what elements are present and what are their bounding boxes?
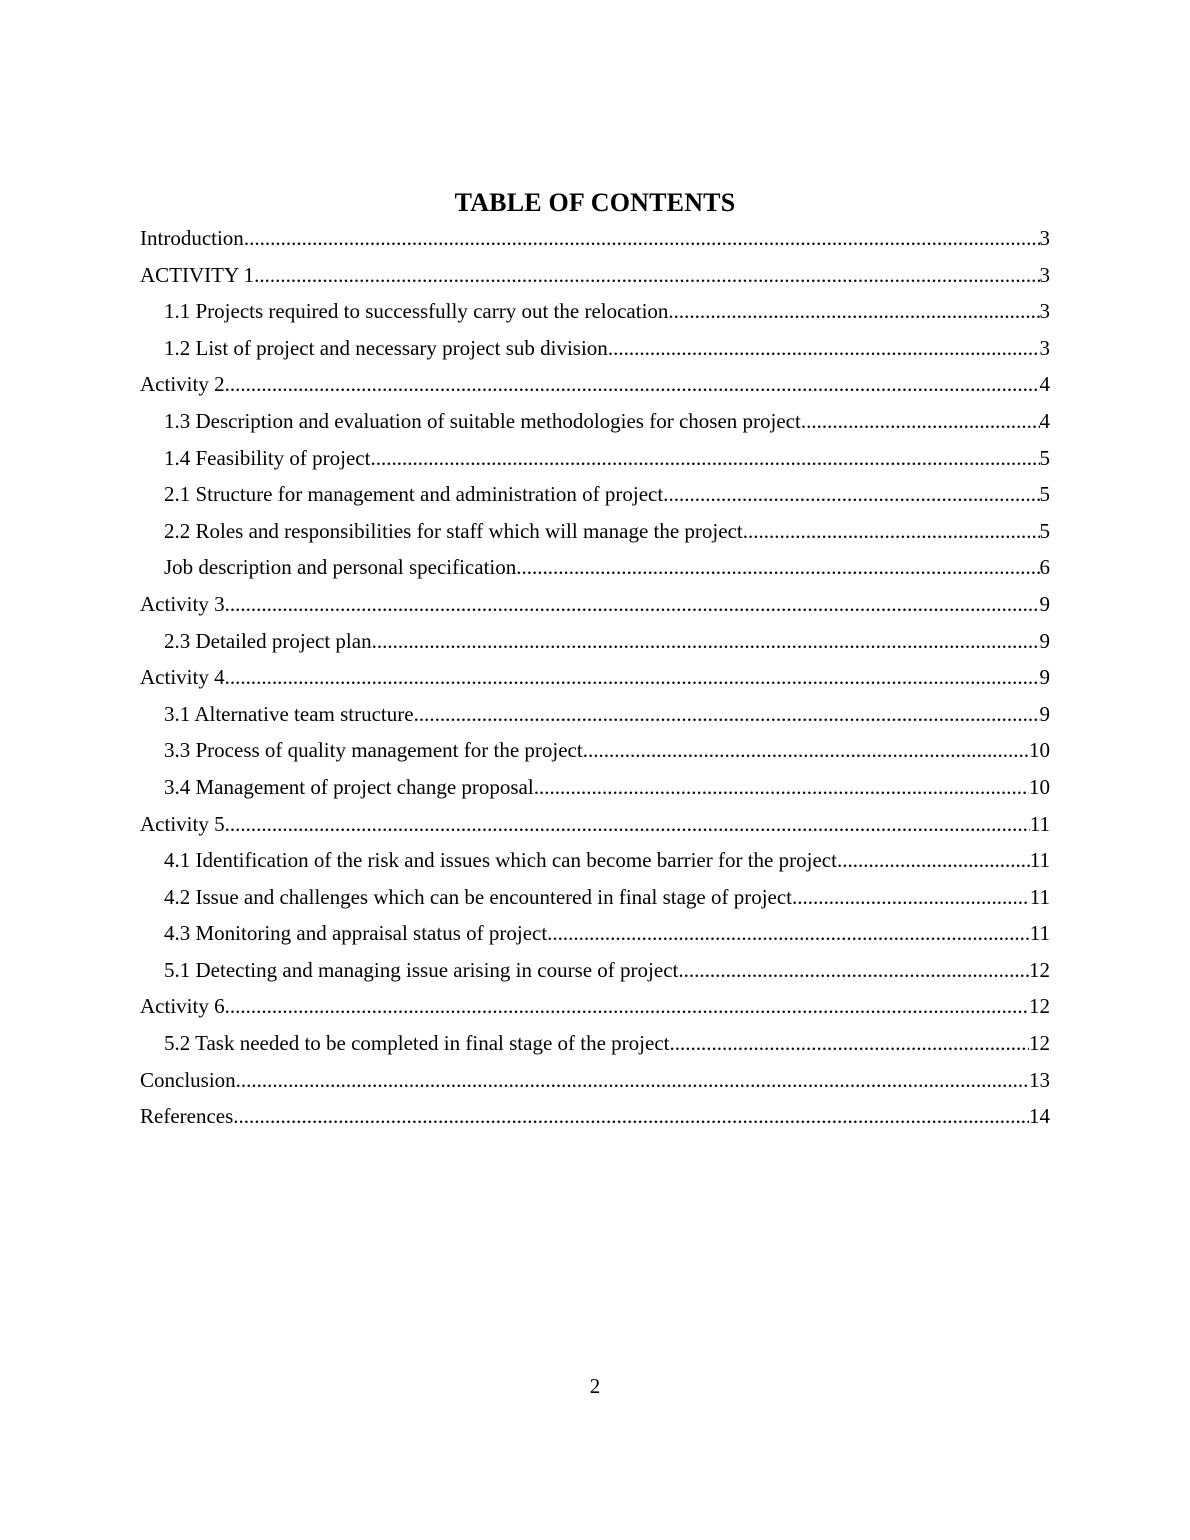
- toc-entry-4-2[interactable]: [140, 879, 1050, 916]
- toc-entry-text: 1.4 Feasibility of project: [164, 445, 371, 470]
- toc-entry-page: 4: [1039, 372, 1050, 397]
- toc-dot-leader: [792, 879, 1030, 916]
- toc-entry-introduction[interactable]: [140, 220, 1050, 257]
- toc-entry-3-3[interactable]: [140, 732, 1050, 769]
- toc-entry-text: Activity 3: [140, 591, 225, 616]
- toc-dot-leader: [534, 769, 1029, 806]
- toc-dot-leader: [837, 842, 1030, 879]
- toc-entry-text: 1.1 Projects required to successfully carry out the relocation: [164, 299, 669, 324]
- toc-entry-4-1[interactable]: [140, 842, 1050, 879]
- toc-entry-page: 14: [1029, 1104, 1050, 1129]
- toc-dot-leader: [516, 549, 1039, 586]
- toc-entry-page: 12: [1029, 957, 1050, 982]
- toc-entry-page: 3: [1039, 262, 1050, 287]
- toc-entry-activity-4[interactable]: [140, 659, 1050, 696]
- toc-entry-text: 3.1 Alternative team structure: [164, 701, 414, 726]
- toc-entry-page: 5: [1039, 518, 1050, 543]
- toc-entry-activity-3[interactable]: [140, 586, 1050, 623]
- toc-dot-leader: [225, 586, 1040, 623]
- toc-entry-5-1[interactable]: [140, 952, 1050, 989]
- toc-dot-leader: [225, 659, 1040, 696]
- toc-entry-1-3[interactable]: [140, 403, 1050, 440]
- toc-entry-activity-6[interactable]: [140, 988, 1050, 1025]
- toc-entry-text: 2.3 Detailed project plan: [164, 628, 372, 653]
- toc-entry-4-3[interactable]: [140, 915, 1050, 952]
- toc-entry-5-2[interactable]: [140, 1025, 1050, 1062]
- toc-dot-leader: [225, 806, 1030, 843]
- toc-dot-leader: [225, 366, 1040, 403]
- toc-entry-2-3[interactable]: [140, 623, 1050, 660]
- toc-dot-leader: [233, 1098, 1029, 1135]
- toc-entry-page: 12: [1029, 994, 1050, 1019]
- toc-entry-3-1[interactable]: [140, 696, 1050, 733]
- toc-entry-page: 5: [1039, 445, 1050, 470]
- toc-entry-activity-2[interactable]: [140, 366, 1050, 403]
- page-number: 2: [589, 1374, 601, 1398]
- toc-entry-text: Activity 6: [140, 994, 225, 1019]
- toc-entry-text: 4.2 Issue and challenges which can be encountered in final stage of project: [164, 884, 793, 909]
- toc-entry-page: 11: [1029, 811, 1050, 836]
- toc-entry-text: 4.3 Monitoring and appraisal status of project: [164, 921, 548, 946]
- toc-entry-text: Activity 4: [140, 665, 225, 690]
- toc-entry-page: 3: [1039, 335, 1050, 360]
- toc-dot-leader: [547, 915, 1030, 952]
- toc-entry-3-4[interactable]: [140, 769, 1050, 806]
- toc-dot-leader: [370, 440, 1039, 477]
- toc-entry-page: 9: [1039, 591, 1050, 616]
- toc-entry-1-2[interactable]: [140, 330, 1050, 367]
- toc-entry-text: Activity 2: [140, 372, 225, 397]
- toc-entry-page: 13: [1029, 1067, 1050, 1092]
- toc-entry-page: 9: [1039, 628, 1050, 653]
- toc-dot-leader: [583, 732, 1029, 769]
- toc-dot-leader: [244, 220, 1040, 257]
- toc-entry-page: 10: [1029, 774, 1050, 799]
- toc-entry-job-description[interactable]: [140, 549, 1050, 586]
- toc-entry-page: 4: [1039, 408, 1050, 433]
- toc-entry-text: 2.2 Roles and responsibilities for staff which will manage the project: [164, 518, 743, 543]
- toc-dot-leader: [663, 476, 1039, 513]
- toc-dot-leader: [608, 330, 1040, 367]
- toc-dot-leader: [669, 1025, 1029, 1062]
- toc-entry-page: 6: [1039, 555, 1050, 580]
- toc-entry-text: Introduction: [140, 226, 244, 250]
- toc-dot-leader: [254, 257, 1039, 294]
- toc-entry-text: 5.2 Task needed to be completed in final stage of the project: [164, 1031, 670, 1056]
- toc-entry-page: 11: [1029, 921, 1050, 946]
- toc-entry-activity-5[interactable]: [140, 806, 1050, 843]
- toc-entry-text: 3.3 Process of quality management for the project: [164, 738, 583, 763]
- toc-entry-page: 9: [1039, 665, 1050, 690]
- toc-entry-page: 11: [1029, 884, 1050, 909]
- toc-entry-text: Conclusion: [140, 1067, 236, 1092]
- toc-entry-1-1[interactable]: [140, 293, 1050, 330]
- toc-entry-page: 11: [1029, 848, 1050, 873]
- toc-entry-text: 1.3 Description and evaluation of suitable methodologies for chosen project: [164, 408, 801, 433]
- toc-entry-references[interactable]: [140, 1098, 1050, 1135]
- toc-entry-text: Activity 5: [140, 811, 225, 836]
- toc-entry-2-2[interactable]: [140, 513, 1050, 550]
- toc-dot-leader: [743, 513, 1040, 550]
- toc-entry-text: ACTIVITY 1: [140, 262, 255, 287]
- toc-entry-text: Job description and personal specification: [164, 555, 517, 580]
- toc-entry-text: References: [140, 1104, 234, 1129]
- toc-dot-leader: [801, 403, 1040, 440]
- toc-entry-text: 2.1 Structure for management and administration of project: [164, 482, 664, 507]
- toc-dot-leader: [236, 1062, 1029, 1099]
- toc-entry-2-1[interactable]: [140, 476, 1050, 513]
- toc-entry-page: 10: [1029, 738, 1050, 763]
- toc-dot-leader: [225, 988, 1029, 1025]
- toc-entry-page: 3: [1039, 226, 1050, 250]
- toc-title: TABLE OF CONTENTS: [454, 188, 736, 217]
- toc-entry-1-4[interactable]: [140, 440, 1050, 477]
- toc-entry-page: 9: [1039, 701, 1050, 726]
- toc-entry-text: 4.1 Identification of the risk and issues which can become barrier for the project: [164, 848, 837, 873]
- toc-entry-conclusion[interactable]: [140, 1062, 1050, 1099]
- toc-entry-text: 5.1 Detecting and managing issue arising in course of project: [164, 957, 679, 982]
- toc-entry-text: 1.2 List of project and necessary project sub division: [164, 335, 608, 360]
- toc-dot-leader: [414, 696, 1040, 733]
- toc-entry-text: 3.4 Management of project change proposal: [164, 774, 534, 799]
- toc-dot-leader: [372, 623, 1040, 660]
- toc-entry-page: 12: [1029, 1031, 1050, 1056]
- toc-entry-activity-1[interactable]: [140, 257, 1050, 294]
- toc-dot-leader: [668, 293, 1039, 330]
- toc-entry-page: 3: [1039, 299, 1050, 324]
- toc-list: [140, 220, 1050, 1135]
- toc-entry-page: 5: [1039, 482, 1050, 507]
- toc-dot-leader: [678, 952, 1029, 989]
